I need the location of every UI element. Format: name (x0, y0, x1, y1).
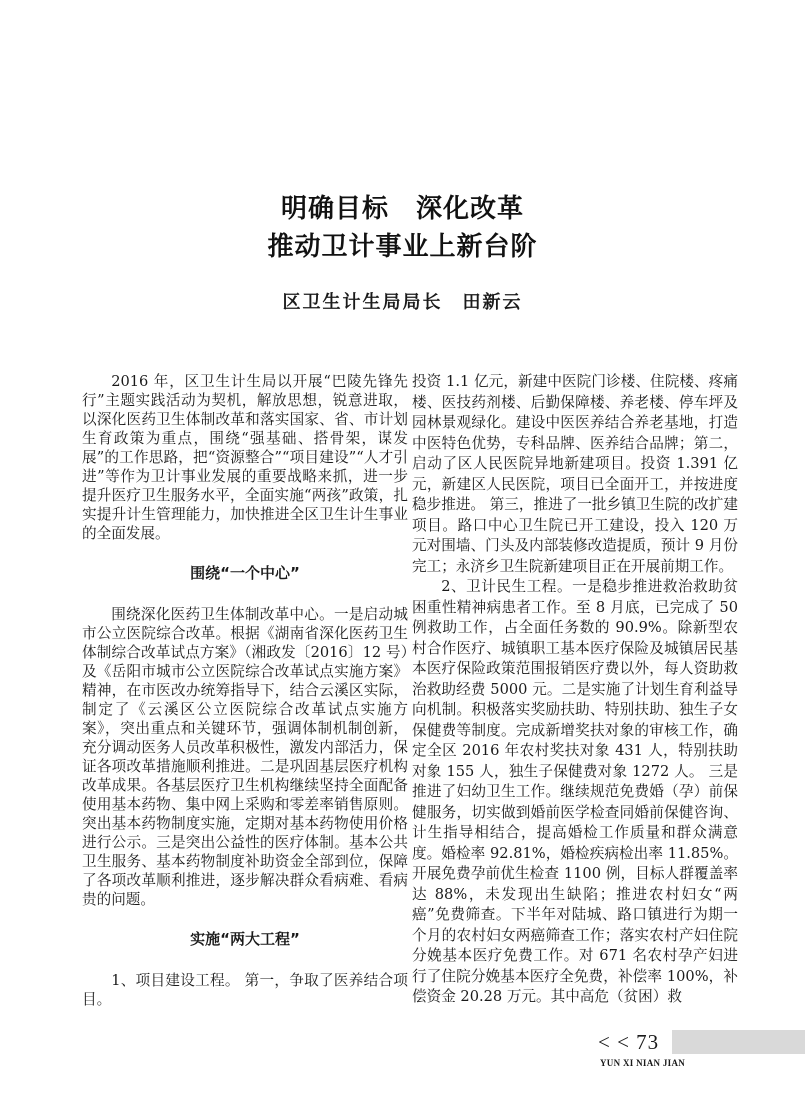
intro-paragraph: 2016 年，区卫生计生局以开展“巴陵先锋先行”主题实践活动为契机，解放思想，锐意进取，以深化医药卫生体制改革和落实国家、省、市计划生育政策为重点，围绕“强基础、搭骨架，谋发展”的工作思路，把“资源整合”“项目建设”“人才引进”等作为卫计事业发展的重要战略来抓，进一步提升医疗卫生服务水平，全面实施“两孩”政策，扎实提升计生管理能力，加快推进全区卫生计生事业的全面发展。 (82, 373, 408, 542)
section-heading-two-projects: 实施“两大工程” (190, 930, 300, 948)
page-number: < < 73 (598, 1030, 660, 1054)
section2-paragraph1-start: 1、项目建设工程。 第一，争取了医养结合项目。 (82, 972, 408, 1008)
left-column (82, 372, 408, 1009)
article-title-line2: 推动卫计事业上新台阶 (267, 232, 538, 262)
footer-bar (672, 1030, 805, 1054)
section-heading-one-center: 围绕“一个中心” (190, 564, 300, 582)
section2-paragraph1-continued: 投资 1.1 亿元，新建中医院门诊楼、住院楼、疼痛楼、医技药剂楼、后勤保障楼、养老楼、停车坪及园林景观绿化。建设中医医养结合养老基地，打造中医特色优势，专科品牌、医养结合品牌；第二，启动了区人民医院异地新建项目。投资 1.391 亿元，新建区人民医院，项目已全面开工，并按进度稳步推进。 第三，推进了一批乡镇卫生院的改扩建项目。路口中心卫生院已开工建设，投入 120 万元对围墙、门头及内部装修改造提质，预计 9 月份完工；永济乡卫生院新建项目正在开展前期工作。 (412, 373, 738, 575)
right-column (412, 372, 738, 1008)
publication-name: YUN XI NIAN JIAN (600, 1058, 686, 1068)
section1-paragraph: 围绕深化医药卫生体制改革中心。一是启动城市公立医院综合改革。根据《湖南省深化医药卫生体制综合改革试点方案》（湘政发〔2016〕12 号）及《岳阳市城市公立医院综合改革试点实施方案》精神，在市医改办统筹指导下，结合云溪区实际，制定了《云溪区公立医院综合改革试点实施方案》，突出重点和关键环节，强调体制机制创新，充分调动医务人员改革积极性，激发内部活力，保证各项改革措施顺利推进。二是巩固基层医疗机构改革成果。各基层医疗卫生机构继续坚持全面配备使用基本药物、集中网上采购和零差率销售原则。突出基本药物制度实施，定期对基本药物使用价格进行公示。三是突出公益性的医疗体制。基本公共卫生服务、基本药物制度补助资金全部到位，保障了各项改革顺利推进，逐步解决群众看病难、看病贵的问题。 (82, 606, 408, 908)
section2-paragraph2: 2、卫计民生工程。一是稳步推进救治救助贫困重性精神病患者工作。至 8 月底，已完成了 50 例救助工作，占全面任务数的 90.9%。除新型农村合作医疗、城镇职工基本医疗保险及城镇居民基本医疗保险政策范围报销医疗费以外，每人资助救治救助经费 5000 元。二是实施了计划生育利益导向机制。积极落实奖励扶助、特别扶助、独生子女保健费等制度。完成新增奖扶对象的审核工作，确定全区 2016 年农村奖扶对象 431 人，特别扶助对象 155 人，独生子保健费对象 1272 人。 三是推进了妇幼卫生工作。继续规范免费婚（孕）前保健服务，切实做到婚前医学检查同婚前保健咨询、计生指导相结合，提高婚检工作质量和群众满意度。婚检率 92.81%，婚检疾病检出率 11.85%。开展免费孕前优生检查 1100 例，目标人群覆盖率达 88%，未发现出生缺陷；推进农村妇女“两癌”免费筛查。下半年对陆城、路口镇进行为期一个月的农村妇女两癌筛查工作；落实农村产妇住院分娩基本医疗免费工作。对 671 名农村孕产妇进行了住院分娩基本医疗全免费，补偿率 100%，补偿资金 20.28 万元。其中高危（贫困）救 (412, 578, 738, 1005)
article-author: 区卫生计生局局长 田新云 (282, 292, 523, 313)
article-title-line1: 明确目标 深化改革 (280, 194, 524, 224)
